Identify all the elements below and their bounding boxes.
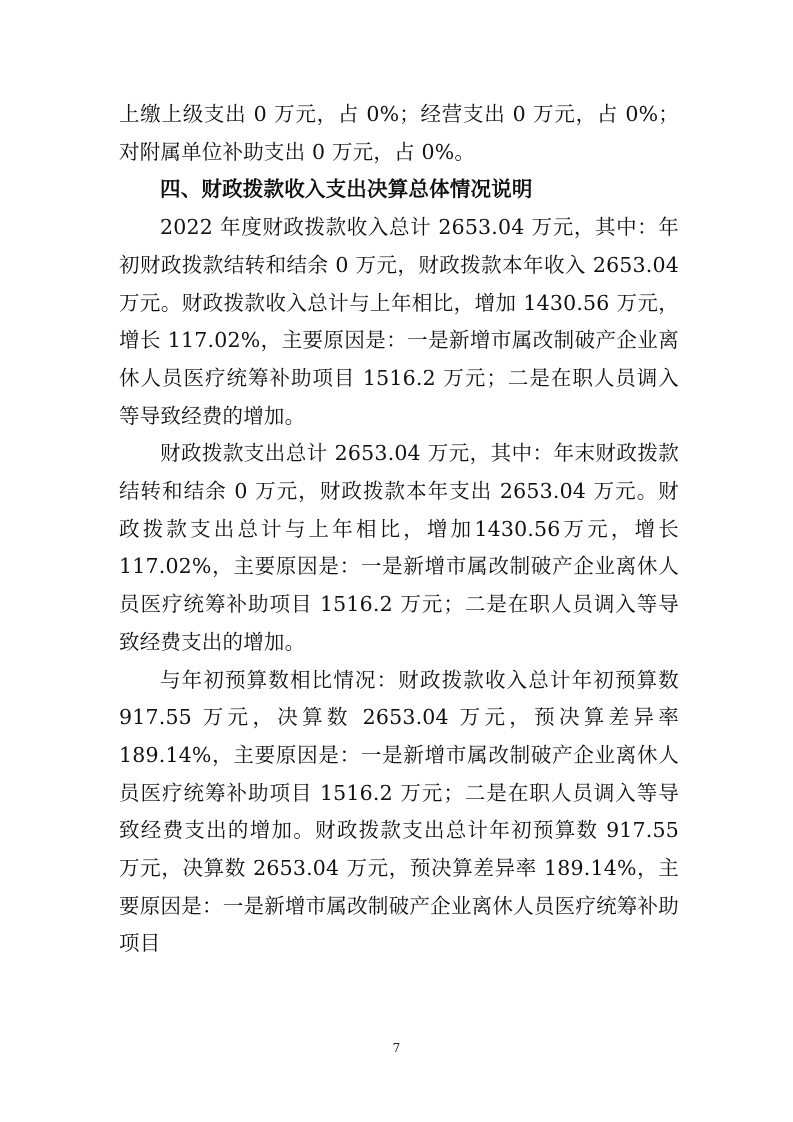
page-number: 7 xyxy=(392,1041,401,1055)
intro-paragraph: 上缴上级支出 0 万元，占 0%；经营支出 0 万元，占 0%；对附属单位补助支出 0 万元，占 0%。 xyxy=(119,102,679,164)
paragraph-expenditure: 财政拨款支出总计 2653.04 万元，其中：年末财政拨款结转和结余 0 万元，财政拨款本年支出 2653.04 万元。财政拨款支出总计与上年相比，增加1430.56万元，增长117.02%，主要原因是：一是新增市属改制破产企业离休人员医疗统筹补助项目 1516.2 万元；二是在职人员调入等导致经费支出的增加。 xyxy=(119,441,679,654)
section-heading: 四、财政拨款收入支出决算总体情况说明 xyxy=(160,177,533,202)
document-body xyxy=(119,96,679,963)
paragraph-budget-comparison: 与年初预算数相比情况：财政拨款收入总计年初预算数 917.55 万元，决算数 2653.04 万元，预决算差异率 189.14%，主要原因是：一是新增市属改制破产企业离休人员医疗统筹补助项目 1516.2 万元；二是在职人员调入等导致经费支出的增加。财政拨款支出总计年初预算数 917.55 万元，决算数 2653.04 万元，预决算差异率 189.14%，主要原因是：一是新增市属改制破产企业离休人员医疗统筹补助项目 xyxy=(119,667,679,956)
paragraph-income: 2022 年度财政拨款收入总计 2653.04 万元，其中：年初财政拨款结转和结余 0 万元，财政拨款本年收入 2653.04 万元。财政拨款收入总计与上年相比，增加 1430.56 万元，增长 117.02%，主要原因是：一是新增市属改制破产企业离休人员医疗统筹补助项目 1516.2 万元；二是在职人员调入等导致经费的增加。 xyxy=(119,215,679,428)
